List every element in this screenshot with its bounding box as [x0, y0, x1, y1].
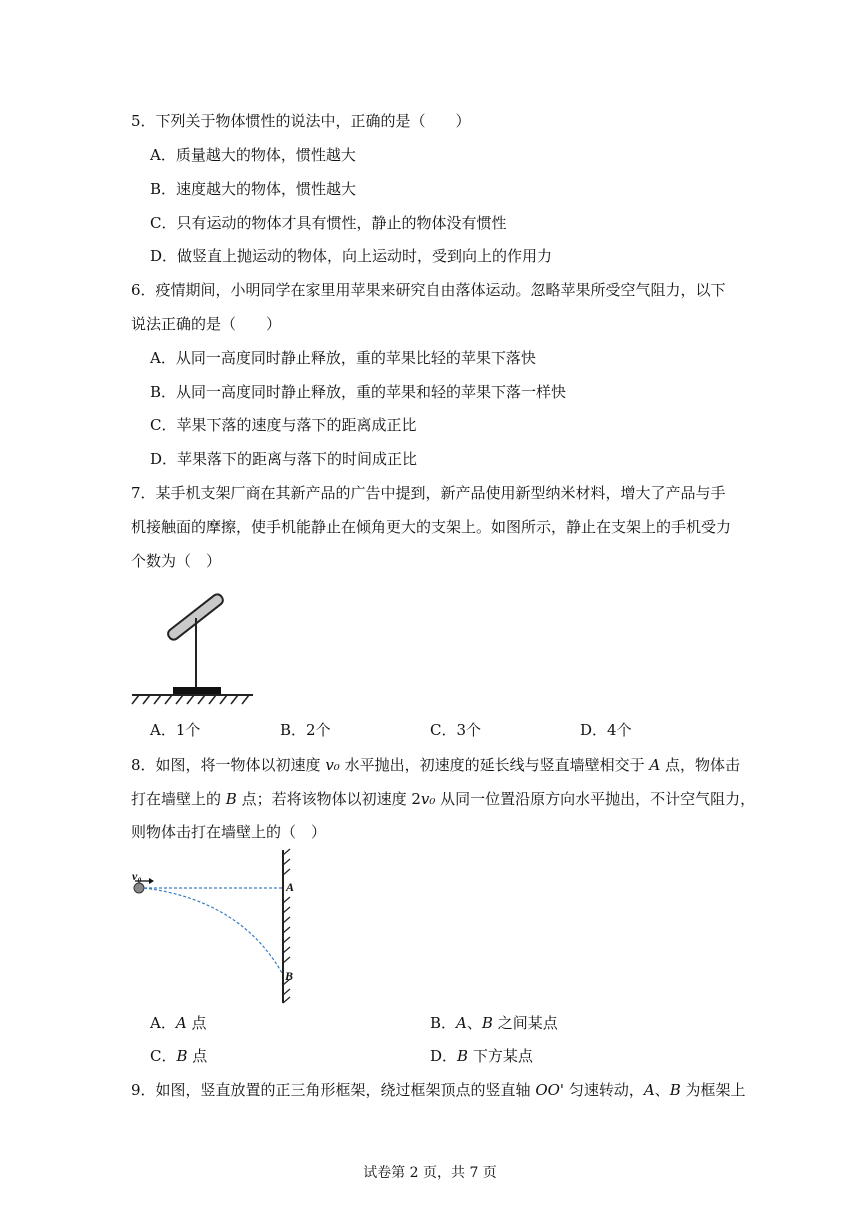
- q8-stem-line1: 8．如图，将一物体以初速度 v₀ 水平抛出，初速度的延长线与竖直墙壁相交于 A 点，物体击: [131, 756, 740, 774]
- q6-option-d: D．苹果落下的距离与落下的时间成正比: [150, 450, 418, 468]
- q6-stem-line1: 6．疫情期间，小明同学在家里用苹果来研究自由落体运动。忽略苹果所受空气阻力，以下: [131, 281, 726, 299]
- q7-option-a: A．1个: [150, 721, 201, 739]
- q8-option-c: C．B 点: [150, 1047, 208, 1065]
- q5-option-d: D．做竖直上抛运动的物体，向上运动时，受到向上的作用力: [150, 247, 553, 265]
- q5-option-a: A．质量越大的物体，惯性越大: [150, 146, 356, 164]
- q5-option-b: B．速度越大的物体，惯性越大: [150, 180, 357, 198]
- phone-stand-figure: [125, 580, 260, 710]
- q7-option-c: C．3个: [430, 721, 482, 739]
- q7-stem-line2: 机接触面的摩擦，使手机能静止在倾角更大的支架上。如图所示，静止在支架上的手机受力: [131, 518, 732, 536]
- q7-stem-line1: 7．某手机支架厂商在其新产品的广告中提到，新产品使用新型纳米材料，增大了产品与手: [131, 484, 726, 502]
- q5-option-c: C．只有运动的物体才具有惯性，静止的物体没有惯性: [150, 214, 507, 232]
- q8-stem-line2: 打在墙壁上的 B 点；若将该物体以初速度 2v₀ 从同一位置沿原方向水平抛出，不计空气阻力，: [131, 790, 756, 808]
- q7-option-b: B．2个: [280, 721, 331, 739]
- q7-option-d: D．4个: [580, 721, 632, 739]
- point-a-label: A: [286, 880, 295, 894]
- q8-stem-line3: 则物体击打在墙壁上的（ ）: [131, 823, 327, 841]
- projectile-wall-figure: [125, 845, 310, 1010]
- q6-option-c: C．苹果下落的速度与落下的距离成正比: [150, 416, 417, 434]
- q9-stem-line1: 9．如图，竖直放置的正三角形框架，绕过框架顶点的竖直轴 OO' 匀速转动，A、B 为框架上: [131, 1081, 746, 1099]
- q8-option-b: B．A、B 之间某点: [430, 1014, 558, 1032]
- q6-stem-line2: 说法正确的是（ ）: [131, 315, 282, 333]
- page-footer: 试卷第 2 页，共 7 页: [363, 1165, 497, 1181]
- point-b-label: B: [285, 969, 294, 983]
- q6-option-a: A．从同一高度同时静止释放，重的苹果比轻的苹果下落快: [150, 349, 536, 367]
- ball-icon: [134, 883, 144, 893]
- v0-label: v₀: [132, 869, 142, 883]
- q5-stem: 5．下列关于物体惯性的说法中，正确的是（ ）: [131, 112, 471, 130]
- q7-stem-line3: 个数为（ ）: [131, 552, 222, 570]
- q6-option-b: B．从同一高度同时静止释放，重的苹果和轻的苹果下落一样快: [150, 383, 567, 401]
- q8-option-d: D．B 下方某点: [430, 1047, 533, 1065]
- q8-option-a: A．A 点: [150, 1014, 207, 1032]
